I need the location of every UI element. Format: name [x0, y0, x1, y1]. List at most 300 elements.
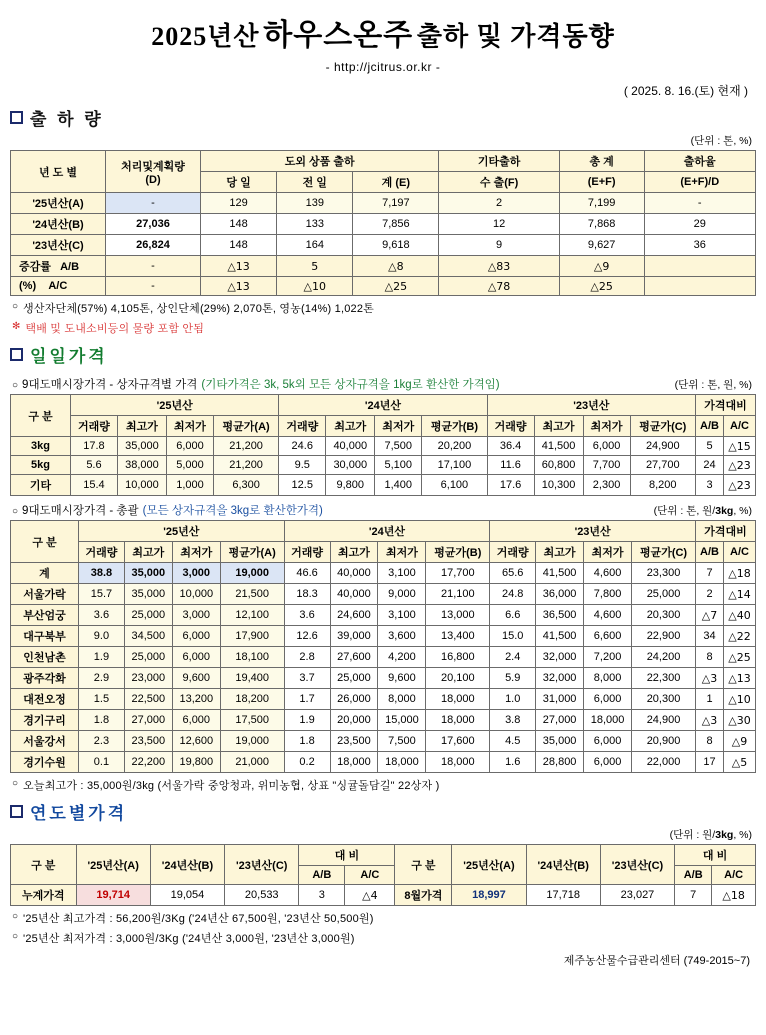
circle-bullet-icon: ○ [12, 380, 19, 391]
th-year25: '25년산 [79, 521, 285, 542]
row-label: 부산엄궁 [11, 605, 79, 626]
cell: 21,200 [213, 456, 278, 475]
table-row [11, 193, 756, 214]
cell-ac: △18 [724, 563, 756, 584]
cell: 6,000 [172, 647, 220, 668]
cell-ac-left: △4 [345, 885, 395, 906]
yearly-price-table [10, 844, 756, 906]
th-sub: 최저가 [172, 542, 220, 563]
th-y23-right: '23년산(C) [600, 845, 674, 885]
cell: 13,200 [172, 689, 220, 710]
cell: 23,500 [330, 731, 378, 752]
section1-label: 출 하 량 [30, 110, 104, 129]
th-ac: A/C [724, 416, 756, 437]
cell: 12,100 [220, 605, 284, 626]
cell: 1.8 [284, 731, 330, 752]
cell: 41,500 [536, 563, 584, 584]
cell: 18,100 [220, 647, 284, 668]
cell-ac: △25 [724, 647, 756, 668]
cell-plan: - [106, 193, 201, 214]
th-compare: 가격대비 [696, 521, 756, 542]
cell: 7,200 [584, 647, 632, 668]
cell: 22,300 [632, 668, 696, 689]
row-label-key: A/B [60, 261, 80, 273]
cell-today: 148 [201, 214, 277, 235]
cell: 6,000 [172, 626, 220, 647]
th-gubun: 구 분 [11, 521, 79, 563]
square-bullet-icon [10, 348, 23, 361]
table-row [11, 710, 756, 731]
cell: 20,200 [422, 437, 487, 456]
th-ac: A/C [724, 542, 756, 563]
cell: 7,500 [378, 731, 426, 752]
cell: 11.6 [487, 456, 534, 475]
cell: 3.6 [284, 605, 330, 626]
cell-ab: △7 [696, 605, 724, 626]
table1-caption [12, 376, 500, 392]
cell: 22,500 [124, 689, 172, 710]
cell: 19,400 [220, 668, 284, 689]
th-ab-right: A/B [675, 866, 712, 885]
row-label-prefix: (%) [19, 280, 37, 292]
cell-ab: 1 [696, 689, 724, 710]
cell-export: 12 [439, 214, 559, 235]
th-sub: 평균가(C) [632, 542, 696, 563]
th-gubun: 구 분 [11, 395, 71, 437]
section2-label: 일일가격 [30, 347, 108, 366]
th-sub: 최고가 [117, 416, 166, 437]
cell-ab: 3 [696, 475, 724, 496]
cell: 9,600 [378, 668, 426, 689]
cell: 35,000 [536, 731, 584, 752]
square-bullet-icon [10, 805, 23, 818]
table2-caption [12, 502, 323, 518]
cell: 6,000 [167, 437, 214, 456]
cell-today: 148 [201, 235, 277, 256]
cell: 7,800 [584, 584, 632, 605]
cell: 25,000 [124, 605, 172, 626]
row-label: 대전오정 [11, 689, 79, 710]
th-y25-left: '25년산(A) [76, 845, 150, 885]
cell: 34,500 [124, 626, 172, 647]
cell: 15.0 [490, 626, 536, 647]
cell-ac: △13 [724, 668, 756, 689]
cell: 24,900 [632, 710, 696, 731]
cell-ac: △10 [724, 689, 756, 710]
th-sub: 최고가 [534, 416, 583, 437]
th-sub: 평균가(B) [426, 542, 490, 563]
cell: 38,000 [117, 456, 166, 475]
cell-rate: 36 [644, 235, 756, 256]
note-text: '25년산 최고가격 : 56,200원/3Kg ('24년산 67,500원, '23년산 50,500원) [23, 913, 374, 925]
cell: 12.5 [279, 475, 326, 496]
cell: 65.6 [490, 563, 536, 584]
cell: 27,000 [536, 710, 584, 731]
cell: 18.3 [284, 584, 330, 605]
cell: 20,900 [632, 731, 696, 752]
cell: 6,600 [584, 626, 632, 647]
cell: 5,100 [375, 456, 422, 475]
cell: 9,000 [378, 584, 426, 605]
cell: 23,300 [632, 563, 696, 584]
cell: 27,700 [630, 456, 695, 475]
cell: 1.9 [79, 647, 125, 668]
note-text: '25년산 최저가격 : 3,000원/3Kg ('24년산 3,000원, '23년산 3,000원) [23, 933, 355, 945]
cell: 10,000 [172, 584, 220, 605]
circle-bullet-icon: ○ [12, 931, 19, 942]
cell-today: △13 [201, 256, 277, 277]
cell-ac: △23 [724, 456, 756, 475]
cell: 36,500 [536, 605, 584, 626]
as-of-date: ( 2025. 8. 16.(토) 현재 ) [623, 84, 748, 98]
table-row [11, 475, 756, 496]
cell: 3,000 [172, 605, 220, 626]
note-text: 오늘최고가 : 35,000원/3kg (서울가락 중앙청과, 위미농협, 상표 "싱귤돌담길" 22상자 ) [23, 780, 440, 792]
cell-ab: 34 [696, 626, 724, 647]
th-year24: '24년산 [284, 521, 490, 542]
row-label: '23년산(C) [11, 235, 106, 256]
cell: 26,000 [330, 689, 378, 710]
cell-y23-right: 23,027 [600, 885, 674, 906]
cell: 22,200 [124, 752, 172, 773]
th-year25: '25년산 [71, 395, 279, 416]
cell-ab: 2 [696, 584, 724, 605]
cell: 1.6 [490, 752, 536, 773]
th-group-etc: 기타출하 [439, 151, 559, 172]
th-plan-l2: (D) [145, 173, 161, 186]
row-label-key: A/C [48, 280, 68, 292]
cell: 18,200 [220, 689, 284, 710]
cell: 40,000 [330, 584, 378, 605]
cell: 23,500 [124, 731, 172, 752]
th-rate-sub: (E+F)/D [644, 172, 756, 193]
cell: 13,400 [426, 626, 490, 647]
th-sub: 거래량 [71, 416, 118, 437]
cell: 10,000 [117, 475, 166, 496]
cell: 7,500 [375, 437, 422, 456]
cell: 20,000 [330, 710, 378, 731]
th-sub: 평균가(C) [630, 416, 695, 437]
th-group-outer: 도외 상품 출하 [201, 151, 439, 172]
th-year24: '24년산 [279, 395, 487, 416]
note-text: 택배 및 도내소비등의 물량 포함 안됨 [25, 323, 205, 335]
cell: 4,600 [584, 563, 632, 584]
cell-ab-left: 3 [299, 885, 345, 906]
cell: 18,000 [378, 752, 426, 773]
th-sub: 최고가 [326, 416, 375, 437]
cell: 22,000 [632, 752, 696, 773]
cell: 6,300 [213, 475, 278, 496]
cell-ab: 8 [696, 647, 724, 668]
cell-ab: 17 [696, 752, 724, 773]
th-ac-right: A/C [712, 866, 756, 885]
th-sub: 최고가 [124, 542, 172, 563]
cell-today: △13 [201, 277, 277, 296]
th-y25-right: '25년산(A) [452, 845, 526, 885]
table2-caption-main: 9대도매시장가격 - 총괄 [22, 505, 139, 517]
table-row [11, 437, 756, 456]
row-label: '25년산(A) [11, 193, 106, 214]
cell: 2.3 [79, 731, 125, 752]
cell: 17,900 [220, 626, 284, 647]
cell: 1,000 [167, 475, 214, 496]
th-total: 총 계 [559, 151, 644, 172]
cell-ab: 8 [696, 731, 724, 752]
th-sub: 평균가(B) [422, 416, 487, 437]
cell-prev: 5 [277, 256, 353, 277]
th-year23: '23년산 [487, 395, 695, 416]
cell: 25,000 [124, 647, 172, 668]
cell-ac: △5 [724, 752, 756, 773]
cell-ab: 24 [696, 456, 724, 475]
th-sub: 거래량 [487, 416, 534, 437]
cell: 3,100 [378, 563, 426, 584]
cell: 0.1 [79, 752, 125, 773]
cell: 3,000 [172, 563, 220, 584]
cell: 4,600 [584, 605, 632, 626]
row-label: 경기수원 [11, 752, 79, 773]
th-prev: 전 일 [277, 172, 353, 193]
th-sub: 최고가 [330, 542, 378, 563]
cell: 38.8 [79, 563, 125, 584]
th-sub: 거래량 [490, 542, 536, 563]
cell: 3,600 [378, 626, 426, 647]
cell: 36,000 [536, 584, 584, 605]
table2-caption-note: (모든 상자규격을 3kg로 환산한가격) [142, 505, 323, 517]
cell: 6,000 [584, 752, 632, 773]
cell: 40,000 [330, 563, 378, 584]
th-sub: 거래량 [284, 542, 330, 563]
cell: 24,900 [630, 437, 695, 456]
row-label: '24년산(B) [11, 214, 106, 235]
cell: 24.6 [279, 437, 326, 456]
cell-export: 2 [439, 193, 559, 214]
th-sub: 최저가 [378, 542, 426, 563]
th-y23-left: '23년산(C) [225, 845, 299, 885]
cell: 46.6 [284, 563, 330, 584]
cell: 6,100 [422, 475, 487, 496]
row-label: 광주각화 [11, 668, 79, 689]
cell: 21,100 [426, 584, 490, 605]
cell-ab: △3 [696, 710, 724, 731]
th-plan-l1: 처리및계획량 [121, 160, 185, 173]
footer-organization: 제주농산물수급관리센터 (749-2015~7) [563, 955, 750, 967]
row-label: 인천남촌 [11, 647, 79, 668]
th-ab-left: A/B [299, 866, 345, 885]
cell-plan: 27,036 [106, 214, 201, 235]
th-ab: A/B [696, 542, 724, 563]
th-sub: 최고가 [536, 542, 584, 563]
row-label: 5kg [11, 456, 71, 475]
cell: 19,000 [220, 563, 284, 584]
cell: 0.2 [284, 752, 330, 773]
circle-bullet-icon: ○ [12, 911, 19, 922]
th-sub: 거래량 [279, 416, 326, 437]
cell: 8,000 [584, 668, 632, 689]
cell: 5.9 [490, 668, 536, 689]
asterisk-icon: ✻ [12, 321, 21, 332]
price-by-box-table [10, 394, 756, 496]
cell: 21,200 [213, 437, 278, 456]
cell-ac: △30 [724, 710, 756, 731]
cell-total: △25 [559, 277, 644, 296]
shipment-table [10, 150, 756, 296]
th-today: 당 일 [201, 172, 277, 193]
unit-post: , %) [733, 505, 752, 517]
th-export: 수 출(F) [439, 172, 559, 193]
cell: 8,200 [630, 475, 695, 496]
cell: 18,000 [584, 710, 632, 731]
cell: 3.6 [79, 605, 125, 626]
cell-plan: - [106, 256, 201, 277]
cell: 1.8 [79, 710, 125, 731]
th-compare-right: 대 비 [675, 845, 756, 866]
cell: 18,000 [426, 689, 490, 710]
section-heading-shipment [10, 105, 756, 130]
cell: 32,000 [536, 668, 584, 689]
row-label: 경기구리 [11, 710, 79, 731]
unit-pre: (단위 : 원/ [669, 829, 716, 841]
cell: 6,000 [584, 689, 632, 710]
cell: 16,800 [426, 647, 490, 668]
cell: 35,000 [124, 584, 172, 605]
cell: 41,500 [536, 626, 584, 647]
cell: 24.8 [490, 584, 536, 605]
note-exclusion [12, 320, 756, 336]
cell: 9,600 [172, 668, 220, 689]
cell: 15.4 [71, 475, 118, 496]
cell-prev: △10 [277, 277, 353, 296]
cell: 6,000 [583, 437, 630, 456]
row-label [11, 256, 106, 277]
cell-y24-left: 19,054 [150, 885, 224, 906]
cell-total: 9,627 [559, 235, 644, 256]
cell-sum: △25 [353, 277, 439, 296]
table-row [11, 256, 756, 277]
cell-total: 7,199 [559, 193, 644, 214]
th-sub: 최저가 [375, 416, 422, 437]
table-row [11, 668, 756, 689]
cell-ab-right: 7 [675, 885, 712, 906]
section3-label: 연도별가격 [30, 804, 128, 823]
cell-ac: △40 [724, 605, 756, 626]
cell: 27,000 [124, 710, 172, 731]
cell-ab: 5 [696, 437, 724, 456]
cell-rate: 29 [644, 214, 756, 235]
unit-pre: (단위 : 톤, 원/ [653, 505, 716, 517]
cell: 17,700 [426, 563, 490, 584]
cell: 24,200 [632, 647, 696, 668]
cell: 4.5 [490, 731, 536, 752]
cell: 31,000 [536, 689, 584, 710]
page-title [10, 4, 756, 54]
cell-ac: △9 [724, 731, 756, 752]
unit-post: , %) [733, 829, 752, 841]
cell: 21,500 [220, 584, 284, 605]
table1-caption-main: 9대도매시장가격 - 상자규격별 가격 [22, 379, 198, 391]
th-sub: 최저가 [583, 416, 630, 437]
table1-caption-note: (기타가격은 3k, 5k외 모든 상자규격을 1kg로 환산한 가격임) [201, 379, 500, 391]
cell-ab: 7 [696, 563, 724, 584]
cell: 1,400 [375, 475, 422, 496]
th-year23: '23년산 [490, 521, 696, 542]
cell: 35,000 [117, 437, 166, 456]
cell: 25,000 [632, 584, 696, 605]
cell-export: △78 [439, 277, 559, 296]
cell: 18,000 [330, 752, 378, 773]
cell: 2,300 [583, 475, 630, 496]
th-plan [106, 151, 201, 193]
cell-prev: 164 [277, 235, 353, 256]
cell: 39,000 [330, 626, 378, 647]
cell-y25-right: 18,997 [452, 885, 526, 906]
cell-ac: △14 [724, 584, 756, 605]
cell: 6,000 [584, 731, 632, 752]
cell: 4,200 [378, 647, 426, 668]
row-label: 기타 [11, 475, 71, 496]
cell: 15,000 [378, 710, 426, 731]
cell-sum: 7,856 [353, 214, 439, 235]
section1-unit: (단위 : 톤, %) [690, 135, 752, 147]
cell: 20,300 [632, 605, 696, 626]
cell: 2.8 [284, 647, 330, 668]
cell-y25-left: 19,714 [76, 885, 150, 906]
cell: 32,000 [536, 647, 584, 668]
section-heading-daily-price [10, 342, 756, 367]
table1-unit: (단위 : 톤, 원, %) [674, 379, 752, 391]
cell: 28,800 [536, 752, 584, 773]
th-gubun-right: 구 분 [395, 845, 452, 885]
cell: 30,000 [326, 456, 375, 475]
row-label: 3kg [11, 437, 71, 456]
note-min-price [12, 930, 756, 946]
cell: 5,000 [167, 456, 214, 475]
cell: 18,000 [426, 752, 490, 773]
cell: 17.8 [71, 437, 118, 456]
price-summary-table [10, 520, 756, 773]
cell: 3.8 [490, 710, 536, 731]
title-year: 2025년산 [151, 22, 260, 51]
cell-rate [644, 256, 756, 277]
table-row [11, 626, 756, 647]
cell-ac: △22 [724, 626, 756, 647]
table-row [11, 214, 756, 235]
table-row [11, 752, 756, 773]
cell: 35,000 [124, 563, 172, 584]
cell: 6,000 [172, 710, 220, 731]
cell-plan: - [106, 277, 201, 296]
th-total-sub: (E+F) [559, 172, 644, 193]
cell: 9,800 [326, 475, 375, 496]
circle-bullet-icon: ○ [12, 778, 19, 789]
table-row [11, 456, 756, 475]
cell: 15.7 [79, 584, 125, 605]
th-ab: A/B [696, 416, 724, 437]
cell-total: △9 [559, 256, 644, 277]
note-max-price [12, 910, 756, 926]
th-ac-left: A/C [345, 866, 395, 885]
cell: 20,100 [426, 668, 490, 689]
square-bullet-icon [10, 111, 23, 124]
cell: 9.5 [279, 456, 326, 475]
table-row [11, 277, 756, 296]
th-sub: 평균가(A) [213, 416, 278, 437]
row-label-prefix: 증감률 [19, 261, 51, 273]
title-tail: 출하 및 가격동향 [416, 22, 615, 51]
section3-unit [10, 827, 756, 842]
section-heading-yearly-price [10, 799, 756, 824]
cell: 19,000 [220, 731, 284, 752]
